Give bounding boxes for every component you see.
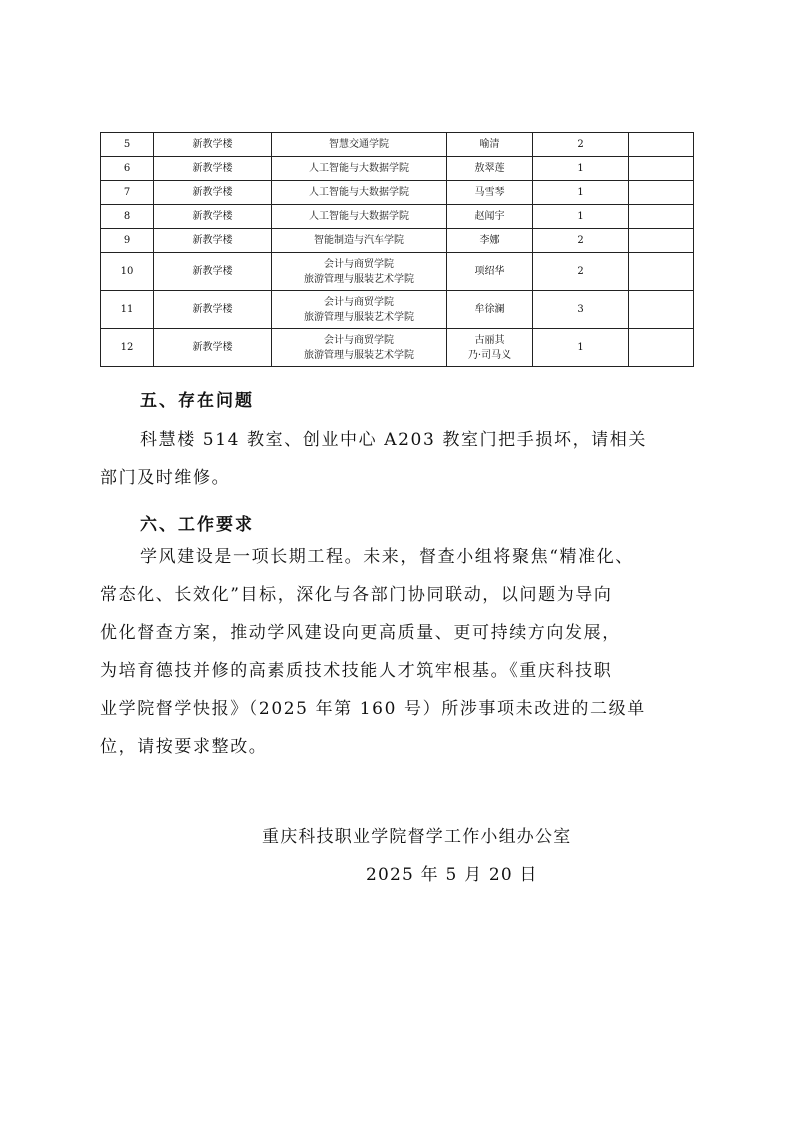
cell-name	[447, 229, 533, 253]
signature-date: 2025 年 5 月 20 日	[366, 865, 538, 885]
cell-college	[272, 157, 447, 181]
cell-building	[154, 133, 272, 157]
cell-name-text: 乃·司马义	[467, 349, 512, 361]
cell-name-text: 李娜	[479, 235, 500, 246]
signature-office: 重庆科技职业学院督学工作小组办公室	[262, 827, 572, 847]
cell-no-text: 5	[123, 139, 131, 150]
cell-college-text: 智慧交通学院	[329, 139, 389, 150]
cell-count	[533, 229, 629, 253]
cell-name-text: 马雪琴	[474, 187, 505, 198]
cell-name-text: 古丽其	[474, 334, 505, 346]
cell-college-text: 会计与商贸学院	[324, 334, 394, 346]
cell-no	[101, 291, 154, 329]
paragraph-line: 常态化、长效化”目标，深化与各部门协同联动，以问题为导向	[100, 585, 613, 605]
paragraph-line: 部门及时维修。	[100, 468, 231, 488]
cell-count	[533, 253, 629, 291]
cell-count-text: 1	[577, 211, 584, 222]
cell-name	[447, 133, 533, 157]
cell-note	[629, 291, 694, 329]
cell-college	[272, 133, 447, 157]
cell-building-text: 新教学楼	[192, 304, 233, 315]
cell-no-text: 9	[123, 235, 131, 246]
cell-building	[154, 253, 272, 291]
cell-college-text: 智能制造与汽车学院	[314, 235, 404, 246]
table-row	[101, 291, 694, 329]
cell-building	[154, 291, 272, 329]
cell-college-text: 旅游管理与服装艺术学院	[304, 311, 414, 323]
cell-count	[533, 205, 629, 229]
cell-name	[447, 181, 533, 205]
cell-college-text: 人工智能与大数据学院	[309, 163, 409, 174]
paragraph-line: 学风建设是一项长期工程。未来，督查小组将聚焦“精准化、	[140, 547, 634, 567]
cell-college-text: 会计与商贸学院	[324, 296, 394, 308]
cell-note	[629, 229, 694, 253]
cell-college-text: 旅游管理与服装艺术学院	[304, 273, 414, 285]
cell-note	[629, 205, 694, 229]
table-row	[101, 181, 694, 205]
paragraph-line: 为培育德技并修的高素质技术技能人才筑牢根基。《重庆科技职	[100, 661, 613, 681]
inspection-table-wrapper	[100, 132, 694, 367]
cell-college-text: 会计与商贸学院	[324, 258, 394, 270]
cell-building	[154, 157, 272, 181]
cell-college	[272, 229, 447, 253]
cell-count-text: 1	[577, 187, 584, 198]
cell-no-text: 7	[123, 187, 131, 198]
cell-name-text: 喻清	[479, 139, 500, 150]
cell-name	[447, 157, 533, 181]
cell-count-text: 2	[577, 266, 584, 277]
cell-building-text: 新教学楼	[192, 266, 233, 277]
paragraph-line: 业学院督学快报》（2025 年第 160 号）所涉事项未改进的二级单	[100, 699, 646, 719]
cell-note	[629, 157, 694, 181]
cell-college-text: 旅游管理与服装艺术学院	[304, 349, 414, 361]
paragraph-line: 科慧楼 514 教室、创业中心 A203 教室门把手损坏，请相关	[140, 430, 647, 450]
cell-no	[101, 157, 154, 181]
cell-building	[154, 229, 272, 253]
cell-no	[101, 253, 154, 291]
cell-name-text: 赵闻宇	[474, 211, 505, 222]
cell-name	[447, 205, 533, 229]
table-row	[101, 205, 694, 229]
cell-building-text: 新教学楼	[192, 163, 233, 174]
cell-note	[629, 329, 694, 367]
cell-college	[272, 181, 447, 205]
section5-heading: 五、存在问题	[140, 391, 254, 411]
cell-count-text: 3	[577, 304, 584, 315]
cell-no-text: 11	[120, 304, 134, 315]
cell-name	[447, 291, 533, 329]
cell-name	[447, 253, 533, 291]
cell-college	[272, 205, 447, 229]
table-body	[101, 133, 694, 367]
table-row	[101, 253, 694, 291]
cell-count-text: 2	[577, 139, 584, 150]
cell-note	[629, 133, 694, 157]
cell-building-text: 新教学楼	[192, 187, 233, 198]
cell-building	[154, 329, 272, 367]
paragraph-line: 位，请按要求整改。	[100, 737, 268, 757]
cell-no-text: 10	[120, 266, 134, 277]
cell-college-text: 人工智能与大数据学院	[309, 211, 409, 222]
section5-paragraph	[100, 421, 700, 497]
cell-building-text: 新教学楼	[192, 211, 233, 222]
cell-no	[101, 229, 154, 253]
cell-count-text: 2	[577, 235, 584, 246]
cell-count	[533, 157, 629, 181]
cell-no-text: 8	[123, 211, 131, 222]
cell-note	[629, 181, 694, 205]
cell-name-text: 牟徐澜	[474, 304, 505, 315]
cell-no-text: 6	[123, 163, 131, 174]
table-row	[101, 229, 694, 253]
cell-name	[447, 329, 533, 367]
cell-count-text: 1	[577, 342, 584, 353]
cell-count	[533, 181, 629, 205]
cell-no	[101, 181, 154, 205]
cell-building	[154, 181, 272, 205]
cell-name-text: 项绍华	[474, 266, 505, 277]
cell-count	[533, 291, 629, 329]
cell-building	[154, 205, 272, 229]
cell-college-text: 人工智能与大数据学院	[309, 187, 409, 198]
cell-college	[272, 329, 447, 367]
paragraph-line: 优化督查方案，推动学风建设向更高质量、更可持续方向发展，	[100, 623, 621, 643]
cell-building-text: 新教学楼	[192, 342, 233, 353]
table-row	[101, 329, 694, 367]
cell-no	[101, 329, 154, 367]
cell-building-text: 新教学楼	[192, 139, 233, 150]
cell-count-text: 1	[577, 163, 584, 174]
cell-no	[101, 133, 154, 157]
section6-paragraph	[100, 538, 700, 766]
cell-no-text: 12	[120, 342, 134, 353]
cell-building-text: 新教学楼	[192, 235, 233, 246]
cell-no	[101, 205, 154, 229]
table-row	[101, 133, 694, 157]
cell-college	[272, 253, 447, 291]
section6-heading: 六、工作要求	[140, 515, 254, 535]
cell-name-text: 敖翠莲	[474, 163, 505, 174]
table-row	[101, 157, 694, 181]
inspection-table	[100, 132, 694, 367]
cell-count	[533, 329, 629, 367]
cell-note	[629, 253, 694, 291]
cell-college	[272, 291, 447, 329]
cell-count	[533, 133, 629, 157]
